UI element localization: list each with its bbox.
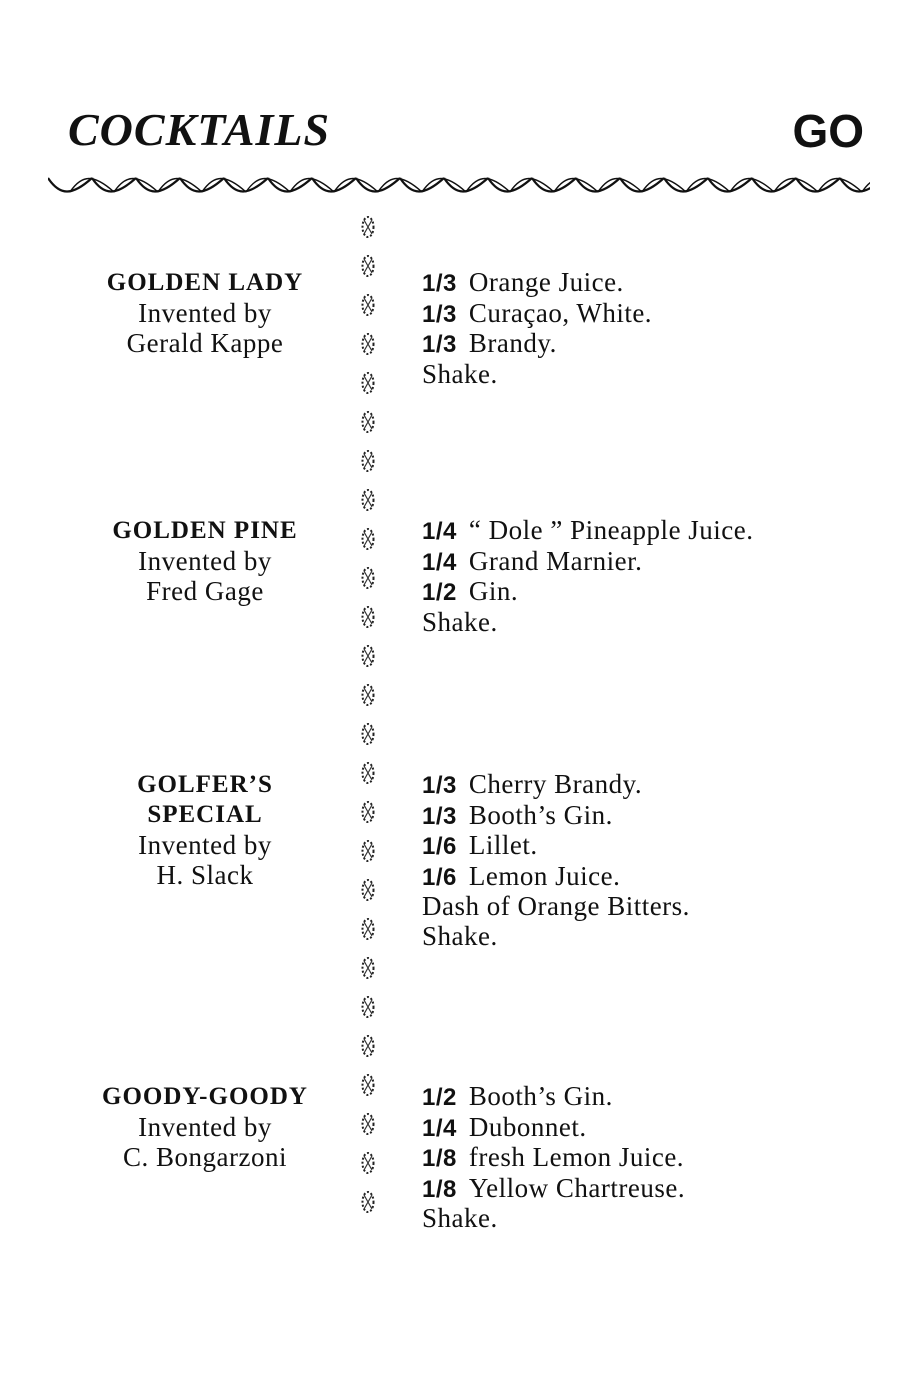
- ingredient-line: [422, 892, 892, 922]
- ingredient-line: [422, 801, 892, 832]
- rope-strand: [400, 178, 444, 192]
- knot-ornament-cross: [364, 415, 372, 429]
- ingredient-amount: 1/3: [422, 772, 457, 799]
- ingredient-text: Shake.: [422, 1203, 498, 1233]
- recipe-name-line-1: GOLFER’S: [137, 771, 273, 798]
- ingredient-line: [422, 922, 892, 952]
- rope-strand: [136, 178, 180, 192]
- invented-by-label: Invented by: [138, 546, 272, 576]
- ingredient-line: [422, 547, 892, 578]
- ingredient-line: [422, 299, 892, 330]
- rope-strand: [576, 178, 620, 192]
- recipe-name-line-2: SPECIAL: [147, 801, 263, 828]
- knot-ornament-cross: [364, 766, 372, 780]
- recipe-name: GOLDEN LADY: [106, 269, 304, 296]
- ingredient-line: [422, 1143, 892, 1174]
- knot-ornament-cross: [364, 1039, 372, 1053]
- ingredient-text: Dubonnet.: [468, 1111, 587, 1142]
- knot-ornament-cross: [364, 1000, 372, 1014]
- rope-strand: [92, 178, 136, 192]
- ingredient-amount: 1/8: [422, 1175, 457, 1203]
- ingredient-amount: 1/8: [422, 1145, 457, 1172]
- page-title: COCKTAILS: [68, 104, 331, 155]
- ingredient-amount: 1/3: [422, 270, 457, 297]
- ingredient-line: [422, 1082, 892, 1113]
- inventor-name: Gerald Kappe: [126, 328, 284, 358]
- ingredient-text: Curaçao, White.: [468, 297, 653, 328]
- ingredient-text: Cherry Brandy.: [468, 769, 643, 799]
- ingredient-text: Dash of Orange Bitters.: [422, 891, 690, 921]
- rope-strand: [532, 178, 576, 192]
- ingredient-amount: 1/6: [422, 833, 457, 860]
- knot-column-divider: [355, 215, 381, 1235]
- knot-ornament-cross: [364, 805, 372, 819]
- recipe-name: GOLDEN PINE: [112, 517, 298, 544]
- inventor-name: Fred Gage: [146, 576, 264, 606]
- inventor-name: C. Bongarzoni: [123, 1142, 287, 1172]
- ingredient-line: [422, 862, 892, 893]
- ingredient-line: [422, 1204, 892, 1234]
- rope-ornament-divider: [48, 170, 870, 200]
- knot-ornament-cross: [364, 844, 372, 858]
- rope-strand: [488, 178, 532, 192]
- ingredient-amount: 1/4: [422, 518, 457, 545]
- ingredient-line: [422, 770, 892, 801]
- rope-strand: [444, 178, 488, 192]
- invented-by-label: Invented by: [138, 1112, 272, 1142]
- ingredient-line: [422, 1174, 892, 1205]
- ingredient-text: “ Dole ” Pineapple Juice.: [468, 515, 754, 545]
- ingredient-list: [422, 268, 892, 389]
- recipe-name-block: [60, 1082, 350, 1172]
- ingredient-line: [422, 831, 892, 862]
- rope-strand: [796, 178, 840, 192]
- knot-ornament-cross: [364, 337, 372, 351]
- ingredient-text: Grand Marnier.: [468, 545, 643, 576]
- rope-strand: [268, 178, 312, 192]
- ingredient-text: Booth’s Gin.: [468, 799, 613, 830]
- ingredient-list: [422, 516, 892, 637]
- section-letters: GO: [792, 105, 864, 157]
- ingredient-line: [422, 516, 892, 547]
- rope-strand: [620, 178, 664, 192]
- rope-strand: [708, 178, 752, 192]
- ingredient-text: Gin.: [468, 576, 519, 606]
- ingredient-text: Yellow Chartreuse.: [468, 1172, 686, 1203]
- knot-ornament-cross: [364, 922, 372, 936]
- ingredient-line: [422, 360, 892, 390]
- recipe-name: GOODY-GOODY: [102, 1083, 308, 1110]
- ingredient-amount: 1/3: [422, 331, 457, 358]
- ingredient-amount: 1/4: [422, 1114, 457, 1142]
- rope-strand: [752, 178, 796, 192]
- knot-ornament-cross: [364, 220, 372, 234]
- ingredient-amount: 1/3: [422, 802, 457, 830]
- ingredient-list: [422, 1082, 892, 1234]
- recipe-name-block: [60, 770, 350, 890]
- knot-ornament-cross: [364, 571, 372, 585]
- invented-by-label: Invented by: [138, 298, 272, 328]
- ingredient-amount: 1/2: [422, 1084, 457, 1111]
- ingredient-text: Shake.: [422, 358, 498, 389]
- recipe-name-block: [60, 516, 350, 606]
- knot-ornament-cross: [364, 532, 372, 546]
- ingredient-text: Orange Juice.: [468, 267, 624, 297]
- rope-strand: [224, 178, 268, 192]
- rope-strand: [180, 178, 224, 192]
- ingredient-text: Shake.: [422, 606, 498, 637]
- inventor-name: H. Slack: [156, 860, 254, 890]
- knot-ornament-cross: [364, 961, 372, 975]
- ingredient-amount: 1/6: [422, 863, 457, 891]
- knot-ornament-cross: [364, 727, 372, 741]
- ingredient-text: Booth’s Gin.: [468, 1081, 613, 1111]
- knot-ornament-cross: [364, 610, 372, 624]
- knot-ornament-cross: [364, 1195, 372, 1209]
- rope-strand: [664, 178, 708, 192]
- knot-ornament-cross: [364, 1156, 372, 1170]
- ingredient-text: Lillet.: [468, 830, 538, 860]
- ingredient-text: Shake.: [422, 920, 498, 951]
- ingredient-text: Lemon Juice.: [468, 860, 621, 891]
- ingredient-list: [422, 770, 892, 951]
- knot-ornament-cross: [364, 649, 372, 663]
- rope-strand: [356, 178, 400, 192]
- ingredient-line: [422, 329, 892, 360]
- knot-ornament-cross: [364, 298, 372, 312]
- knot-ornament-cross: [364, 259, 372, 273]
- ingredient-amount: 1/3: [422, 300, 457, 328]
- knot-ornament-cross: [364, 1117, 372, 1131]
- knot-ornament-cross: [364, 883, 372, 897]
- ingredient-amount: 1/4: [422, 548, 457, 576]
- knot-ornament-cross: [364, 688, 372, 702]
- ingredient-amount: 1/2: [422, 579, 457, 606]
- ingredient-line: [422, 608, 892, 638]
- rope-strand: [48, 178, 92, 192]
- knot-ornament-cross: [364, 493, 372, 507]
- knot-ornament-cross: [364, 376, 372, 390]
- ingredient-line: [422, 268, 892, 299]
- ingredient-line: [422, 577, 892, 608]
- rope-strand: [312, 178, 356, 192]
- ingredient-line: [422, 1113, 892, 1144]
- recipe-name-block: [60, 268, 350, 358]
- invented-by-label: Invented by: [138, 830, 272, 860]
- knot-ornament-cross: [364, 1078, 372, 1092]
- knot-ornament-cross: [364, 454, 372, 468]
- ingredient-text: fresh Lemon Juice.: [468, 1142, 685, 1172]
- ingredient-text: Brandy.: [468, 328, 557, 358]
